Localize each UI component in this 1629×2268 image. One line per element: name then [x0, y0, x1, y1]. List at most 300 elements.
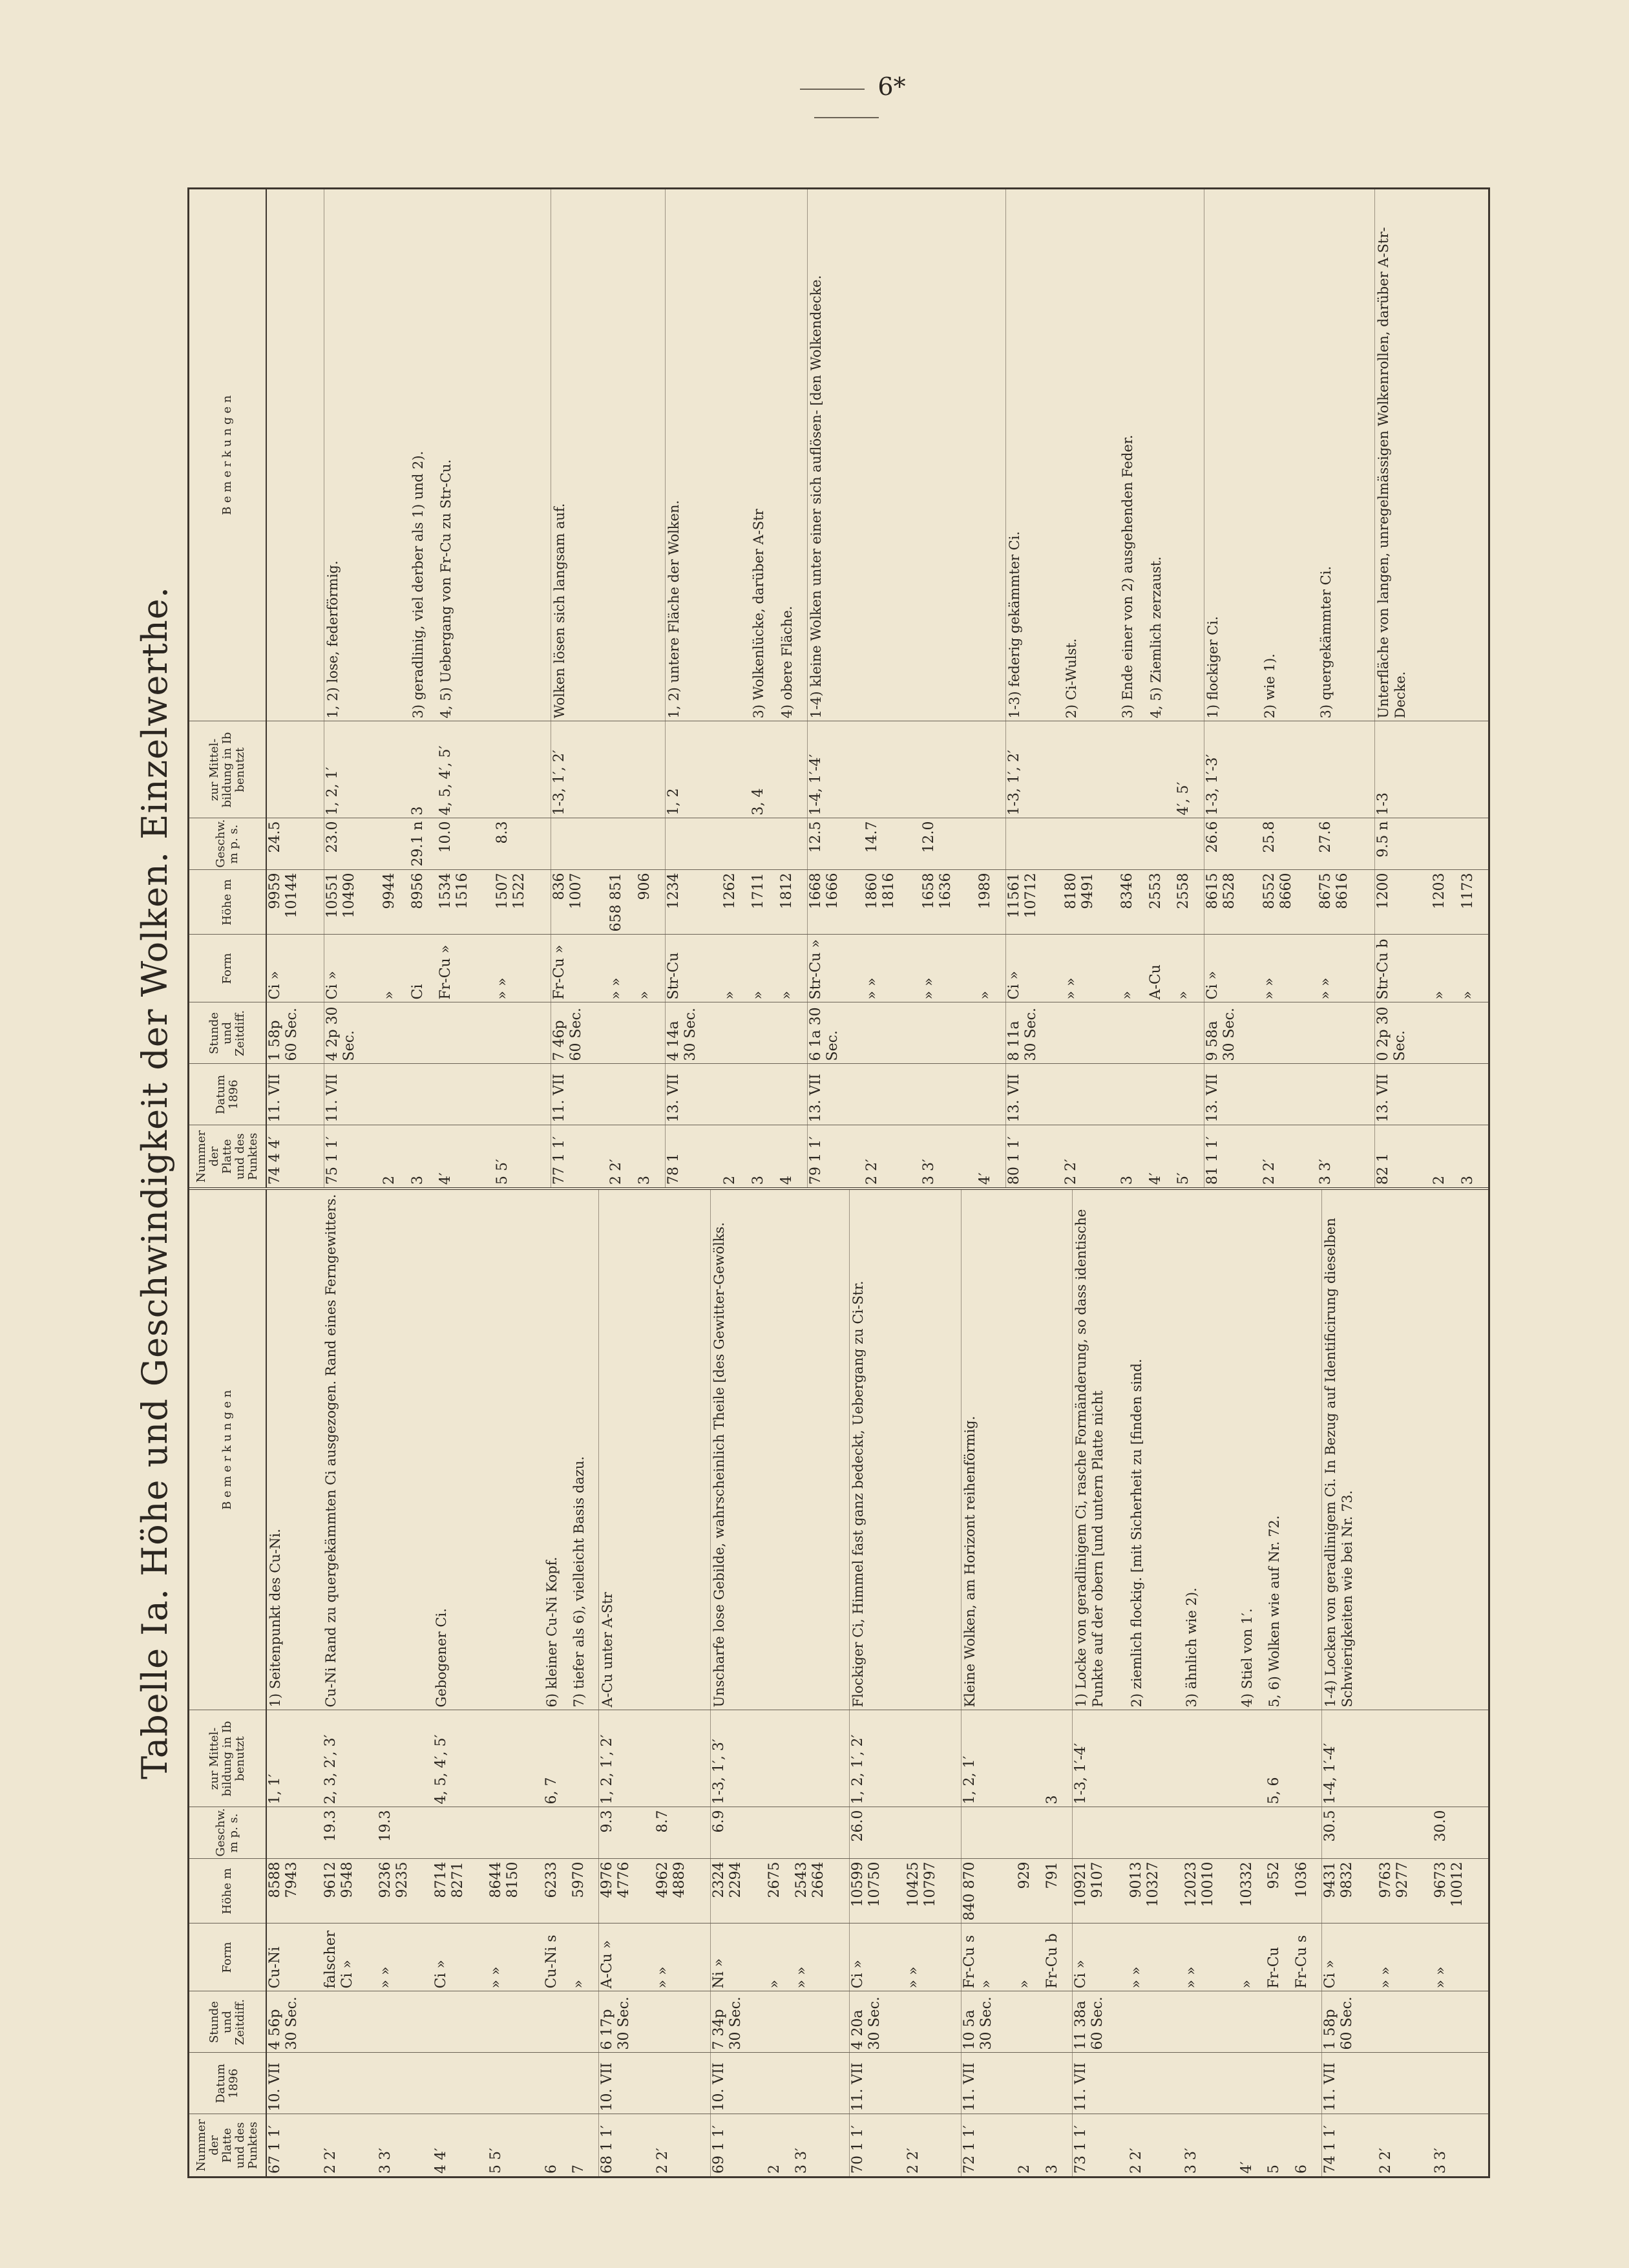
header-remarks: B e m e r k u n g e n [189, 1189, 266, 1710]
cell-height: 1203 [1431, 870, 1460, 935]
cell-height: 8615 8528 [1204, 870, 1261, 935]
cell-nr: 2 [722, 1125, 750, 1187]
cell-used: 3, 4 [750, 721, 779, 818]
cell-form: » [571, 1924, 599, 1991]
cell-time [1431, 1002, 1460, 1064]
table-row [266, 1189, 322, 2176]
cell-remark [905, 1189, 961, 1710]
cell-nr: 4 4′ [433, 2114, 488, 2176]
cell-speed: 24.5 [266, 818, 324, 870]
cell-nr: 2 2′ [905, 2114, 961, 2176]
cell-speed [1460, 818, 1488, 870]
cell-speed [1266, 1807, 1294, 1859]
table-row [655, 1189, 710, 2176]
table-row [1063, 189, 1119, 1187]
table-row [750, 189, 779, 1187]
cell-height: 10921 9107 [1073, 1859, 1128, 1924]
cell-speed [266, 1807, 322, 1859]
cell-used: 4′, 5′ [1175, 721, 1204, 818]
cell-height: 9236 9235 [377, 1859, 432, 1924]
table-row [1431, 189, 1460, 1187]
cell-used: 1-3 [1374, 721, 1431, 818]
cell-speed [1239, 1807, 1266, 1859]
cell-time: 4 20a 30 Sec. [850, 1991, 905, 2053]
cell-form: » » [488, 1924, 543, 1991]
cell-date [1016, 2053, 1044, 2114]
cell-height: 8956 [410, 870, 438, 935]
cell-date: 11. VII [1073, 2053, 1128, 2114]
cell-form: » » [1183, 1924, 1238, 1991]
cell-remark [266, 189, 324, 721]
cell-height: 2675 [766, 1859, 794, 1924]
cell-time [779, 1002, 808, 1064]
table-row [1318, 189, 1374, 1187]
cell-time: 6 17p 30 Sec. [599, 1991, 655, 2053]
cell-time: 10 5a 30 Sec. [961, 1991, 1016, 2053]
cell-nr: 4′ [437, 1125, 494, 1187]
table-row [921, 189, 977, 1187]
cell-used: 6, 7 [543, 1710, 571, 1807]
cell-form: Fr-Cu s [1294, 1924, 1322, 1991]
cell-time [1318, 1002, 1374, 1064]
cell-remark [921, 189, 977, 721]
cell-remark [977, 189, 1006, 721]
cell-nr: 4 [779, 1125, 808, 1187]
cell-used: 1, 1′ [266, 1710, 322, 1807]
cell-date: 11. VII [1322, 2053, 1378, 2114]
cell-form: » » [1128, 1924, 1183, 1991]
cell-date [1261, 1064, 1318, 1125]
cell-height: 1534 1516 [437, 870, 494, 935]
cell-used: 1, 2 [665, 721, 722, 818]
cell-height: 9013 10327 [1128, 1859, 1183, 1924]
cell-form: Ci » [1322, 1924, 1378, 1991]
rotated-table-page [123, 187, 1493, 2178]
cell-remark: 1, 2) lose, federförmig. [324, 189, 381, 721]
cell-date [722, 1064, 750, 1125]
cell-speed [381, 818, 410, 870]
cell-time: 9 58a 30 Sec. [1204, 1002, 1261, 1064]
cell-form: » [636, 935, 666, 1002]
cell-speed [779, 818, 808, 870]
cell-speed: 27.6 [1318, 818, 1374, 870]
cell-speed [665, 818, 722, 870]
cell-remark: 4) Stiel von 1′. [1239, 1608, 1255, 1708]
cell-speed [636, 818, 666, 870]
cell-nr: 5′ [1175, 1125, 1204, 1187]
table-row [1044, 1189, 1073, 2176]
cell-time [381, 1002, 410, 1064]
cell-remark: 3) ähnlich wie 2). [1184, 1587, 1200, 1708]
cell-height: 8714 8271 [433, 1859, 488, 1924]
cell-time: 4 14a 30 Sec. [665, 1002, 722, 1064]
header-date: Datum 1896 [189, 1064, 266, 1125]
cell-time [322, 1991, 377, 2053]
cell-time: 1 58p 60 Sec. [266, 1002, 324, 1064]
cell-remark [1460, 189, 1488, 721]
cell-date [381, 1064, 410, 1125]
cell-height: 2543 2664 [793, 1859, 849, 1924]
cell-speed [1431, 818, 1460, 870]
cell-used: 1, 2, 1′, 2′ [599, 1710, 655, 1807]
cell-speed [1119, 818, 1148, 870]
right-header-row [189, 189, 266, 1187]
cell-date [1433, 2053, 1488, 2114]
cell-height: 4962 4889 [655, 1859, 710, 1924]
cell-remark: 5, 6) Wolken wie auf Nr. 72. [1266, 1515, 1283, 1708]
cell-time [1433, 1991, 1488, 2053]
cell-speed: 26.0 [850, 1807, 905, 1859]
cell-height: 1036 [1294, 1859, 1322, 1924]
table-row [410, 189, 438, 1187]
cell-speed [551, 818, 608, 870]
cell-nr: 3 3′ [1318, 1125, 1374, 1187]
cell-height: 906 [636, 870, 666, 935]
cell-height: 952 [1266, 1859, 1294, 1924]
cell-date [750, 1064, 779, 1125]
table-row [1148, 189, 1176, 1187]
cell-remark [488, 1189, 543, 1710]
cell-height: 1234 [665, 870, 722, 935]
cell-time: 4 2p 30 Sec. [324, 1002, 381, 1064]
cell-speed: 26.6 [1204, 818, 1261, 870]
table-row [864, 189, 920, 1187]
cell-nr: 68 1 1′ [599, 2114, 655, 2176]
cell-remark [1016, 1189, 1044, 1710]
cell-speed: 19.3 [322, 1807, 377, 1859]
cell-used [266, 721, 324, 818]
cell-form: Fr-Cu s » [961, 1924, 1016, 1991]
cell-speed [905, 1807, 961, 1859]
cell-remark: 6) kleiner Cu-Ni Kopf. [543, 1556, 560, 1708]
cell-height: 836 1007 [551, 870, 608, 935]
cell-time [608, 1002, 636, 1064]
right-table-body [266, 189, 1488, 1187]
cell-time [636, 1002, 666, 1064]
cell-speed: 10.0 [437, 818, 494, 870]
cell-speed: 8.3 [494, 818, 551, 870]
table-row [779, 189, 808, 1187]
table-row [850, 1189, 905, 2176]
cell-time: 8 11a 30 Sec. [1005, 1002, 1062, 1064]
cell-speed: 8.7 [655, 1807, 710, 1859]
cell-nr: 77 1 1′ [551, 1125, 608, 1187]
cell-used [571, 1710, 599, 1807]
cell-date [655, 2053, 710, 2114]
cell-remark [381, 189, 410, 721]
table-row [551, 189, 608, 1187]
table-row [710, 1189, 766, 2176]
cell-height: 9959 10144 [266, 870, 324, 935]
cell-time [1239, 1991, 1266, 2053]
cell-used: 1, 2, 1′ [961, 1710, 1016, 1807]
cell-used: 5, 6 [1266, 1710, 1294, 1807]
cell-remark: 3) Ende einer von 2) ausgehenden Feder. [1119, 434, 1135, 719]
cell-speed [433, 1807, 488, 1859]
cell-height: 8588 7943 [266, 1859, 322, 1924]
cell-speed [793, 1807, 849, 1859]
cell-nr: 3 [636, 1125, 666, 1187]
cell-date [1175, 1064, 1204, 1125]
cell-time: 7 34p 30 Sec. [710, 1991, 766, 2053]
cell-date [571, 2053, 599, 2114]
cell-used [1318, 721, 1374, 818]
cell-speed [766, 1807, 794, 1859]
cell-nr: 3 [1460, 1125, 1488, 1187]
cell-height: 1173 [1460, 870, 1488, 935]
cell-used: 1-4, 1′-4′ [1322, 1710, 1378, 1807]
cell-date: 13. VII [807, 1064, 864, 1125]
cell-nr: 6 [543, 2114, 571, 2176]
cell-date: 13. VII [665, 1064, 722, 1125]
cell-nr: 5 5′ [494, 1125, 551, 1187]
cell-used [1378, 1710, 1433, 1807]
cell-remark [377, 1189, 432, 1710]
header-height: Höhe m [189, 870, 266, 935]
cell-time [1378, 1991, 1433, 2053]
cell-used [488, 1710, 543, 1807]
cell-remark [864, 189, 920, 721]
cell-form: » » [655, 1924, 710, 1991]
cell-used: 3 [1044, 1710, 1073, 1807]
cell-form: » » [1063, 935, 1119, 1002]
cell-remark [636, 189, 666, 721]
cell-nr: 4′ [1148, 1125, 1176, 1187]
header-speed: Geschw. m p. s. [189, 1807, 266, 1859]
cell-used [864, 721, 920, 818]
cell-time [377, 1991, 432, 2053]
cell-used [381, 721, 410, 818]
cell-remark [1294, 1189, 1322, 1710]
table-title: Tabelle Ia. Höhe und Geschwindigkeit der Wolken. Einzelwerthe. [134, 586, 175, 1779]
cell-date [779, 1064, 808, 1125]
table-row [543, 1189, 571, 2176]
table-row [1073, 1189, 1128, 2176]
table-row [324, 189, 381, 1187]
cell-nr: 2 [1016, 2114, 1044, 2176]
cell-form: » [1431, 935, 1460, 1002]
cell-height: 6233 [543, 1859, 571, 1924]
cell-speed [488, 1807, 543, 1859]
cell-nr: 2 2′ [655, 2114, 710, 2176]
cell-date [1431, 1064, 1460, 1125]
cell-date: 11. VII [850, 2053, 905, 2114]
cell-speed: 23.0 [324, 818, 381, 870]
cell-remark: 4) obere Fläche. [779, 606, 795, 719]
cell-date [905, 2053, 961, 2114]
cell-form: » [750, 935, 779, 1002]
cell-form: » » [921, 935, 977, 1002]
cell-form: » [1119, 935, 1148, 1002]
cell-used [1431, 721, 1460, 818]
table-row [266, 189, 324, 1187]
cell-time: 1 58p 60 Sec. [1322, 1991, 1378, 2053]
cell-time [1175, 1002, 1204, 1064]
cell-remark [1175, 189, 1204, 721]
cell-nr: 7 [571, 2114, 599, 2176]
cell-remark: 4, 5) Uebergang von Fr-Cu zu Str-Cu. [438, 459, 454, 719]
cell-height: 9763 9277 [1378, 1859, 1433, 1924]
cell-date: 13. VII [1374, 1064, 1431, 1125]
cell-used: 4, 5, 4′, 5′ [437, 721, 494, 818]
cell-height: 929 [1016, 1859, 1044, 1924]
cell-form: » [779, 935, 808, 1002]
cell-nr: 75 1 1′ [324, 1125, 381, 1187]
cell-remark [793, 1189, 849, 1710]
cell-nr: 80 1 1′ [1005, 1125, 1062, 1187]
cell-form: » » [793, 1924, 849, 1991]
cell-form: Ci » [850, 1924, 905, 1991]
cell-used: 1, 2, 1′ [324, 721, 381, 818]
cell-height: 8180 9491 [1063, 870, 1119, 935]
table-row [1433, 1189, 1488, 2176]
cell-date [494, 1064, 551, 1125]
cell-speed: 12.0 [921, 818, 977, 870]
cell-used [1016, 1710, 1044, 1807]
cell-used: 1-4, 1′-4′ [807, 721, 864, 818]
header-form: Form [189, 935, 266, 1002]
cell-height: 1507 1522 [494, 870, 551, 935]
cell-date [864, 1064, 920, 1125]
cell-form: » [381, 935, 410, 1002]
header-form: Form [189, 1924, 266, 1991]
cell-time [793, 1991, 849, 2053]
cell-used [377, 1710, 432, 1807]
cell-form: Str-Cu b [1374, 935, 1431, 1002]
cell-time [722, 1002, 750, 1064]
cell-height: 8675 8616 [1318, 870, 1374, 935]
cell-date [437, 1064, 494, 1125]
cell-remark: 1, 2) untere Fläche der Wolken. [665, 189, 722, 721]
tables-container [187, 187, 1490, 2178]
cell-nr: 2 [381, 1125, 410, 1187]
cell-nr: 2 [766, 2114, 794, 2176]
cell-height: 12023 10010 [1183, 1859, 1238, 1924]
table-row [494, 189, 551, 1187]
cell-form: » » [1433, 1924, 1488, 1991]
cell-height: 9612 9548 [322, 1859, 377, 1924]
cell-nr: 82 1 [1374, 1125, 1431, 1187]
cell-height: 1812 [779, 870, 808, 935]
table-row [1374, 189, 1431, 1187]
header-remarks: B e m e r k u n g e n [189, 189, 266, 721]
cell-time [766, 1991, 794, 2053]
cell-form: » [722, 935, 750, 1002]
cell-height: 1989 [977, 870, 1006, 935]
cell-form: » [977, 935, 1006, 1002]
cell-height: 791 [1044, 1859, 1073, 1924]
cell-height: 9431 9832 [1322, 1859, 1378, 1924]
cell-time [571, 1991, 599, 2053]
cell-nr: 3 3′ [1183, 2114, 1238, 2176]
cell-time [1266, 1991, 1294, 2053]
cell-speed [1294, 1807, 1322, 1859]
cell-used: 3 [410, 721, 438, 818]
cell-form: » » [1318, 935, 1374, 1002]
table-row [793, 1189, 849, 2176]
cell-used [779, 721, 808, 818]
cell-time [1119, 1002, 1148, 1064]
cell-height: 1711 [750, 870, 779, 935]
cell-time: 4 56p 30 Sec. [266, 1991, 322, 2053]
cell-remark [1378, 1189, 1433, 1710]
cell-used: 1-3, 1′-3′ [1204, 721, 1261, 818]
cell-time [750, 1002, 779, 1064]
cell-remark [494, 189, 551, 721]
cell-used: 1, 2, 1′, 2′ [850, 1710, 905, 1807]
page-number: 6* [743, 72, 950, 129]
cell-time: 11 38a 60 Sec. [1073, 1991, 1128, 2053]
cell-time [655, 1991, 710, 2053]
cell-speed [722, 818, 750, 870]
cell-date: 11. VII [324, 1064, 381, 1125]
cell-remark: 1) Locke von geradlinigem Ci, rasche Formänderung, so dass identische Punkte auf der obern [und untern Platte nicht [1073, 1189, 1128, 1710]
cell-used: 2, 3, 2′, 3′ [322, 1710, 377, 1807]
cell-height: 1658 1636 [921, 870, 977, 935]
cell-date [543, 2053, 571, 2114]
cell-form: Ci » [1073, 1924, 1128, 1991]
cell-time [488, 1991, 543, 2053]
cell-time [1148, 1002, 1176, 1064]
cell-form: Ci » [1204, 935, 1261, 1002]
cell-form: » » [1378, 1924, 1433, 1991]
cell-used [722, 721, 750, 818]
table-row [377, 1189, 432, 2176]
table-row [766, 1189, 794, 2176]
cell-speed [1005, 818, 1062, 870]
cell-speed: 9.5 n [1374, 818, 1431, 870]
cell-date [1148, 1064, 1176, 1125]
cell-height: 9673 10012 [1433, 1859, 1488, 1924]
cell-used: 1-3, 1′, 2′ [551, 721, 608, 818]
left-data-table [189, 1187, 1488, 2176]
cell-date [1266, 2053, 1294, 2114]
table-row [722, 189, 750, 1187]
cell-nr: 2 2′ [1128, 2114, 1183, 2176]
cell-used [1294, 1710, 1322, 1807]
cell-time [1016, 1991, 1044, 2053]
header-date: Datum 1896 [189, 2053, 266, 2114]
cell-used [494, 721, 551, 818]
cell-used [1239, 1710, 1266, 1807]
cell-used [1119, 721, 1148, 818]
cell-date [1063, 1064, 1119, 1125]
cell-time [921, 1002, 977, 1064]
cell-speed [1073, 1807, 1128, 1859]
cell-form: » [766, 1924, 794, 1991]
header-time: Stunde und Zeitdiff. [189, 1991, 266, 2053]
cell-date [433, 2053, 488, 2114]
cell-height: 1262 [722, 870, 750, 935]
cell-nr: 3 [1119, 1125, 1148, 1187]
cell-height: 1668 1666 [807, 870, 864, 935]
header-used: zur Mittel-bildung in Ib benutzt [189, 1710, 266, 1807]
cell-time [543, 1991, 571, 2053]
cell-time [1128, 1991, 1183, 2053]
cell-date: 13. VII [1005, 1064, 1062, 1125]
cell-height: 10425 10797 [905, 1859, 961, 1924]
cell-remark: Unterfläche von langen, unregelmässigen Wolkenrollen, darüber A-Str-Decke. [1374, 189, 1431, 721]
cell-used [766, 1710, 794, 1807]
cell-date [1378, 2053, 1433, 2114]
cell-remark: Unscharfe lose Gebilde, wahrscheinlich Theile [des Gewitter-Gewölks. [710, 1189, 766, 1710]
table-row [1266, 1189, 1294, 2176]
cell-nr: 5 5′ [488, 2114, 543, 2176]
cell-nr: 2 2′ [1378, 2114, 1433, 2176]
cell-speed: 30.5 [1322, 1807, 1378, 1859]
cell-remark: 1-3) federig gekämmter Ci. [1005, 189, 1062, 721]
cell-nr: 74 1 1′ [1322, 2114, 1378, 2176]
